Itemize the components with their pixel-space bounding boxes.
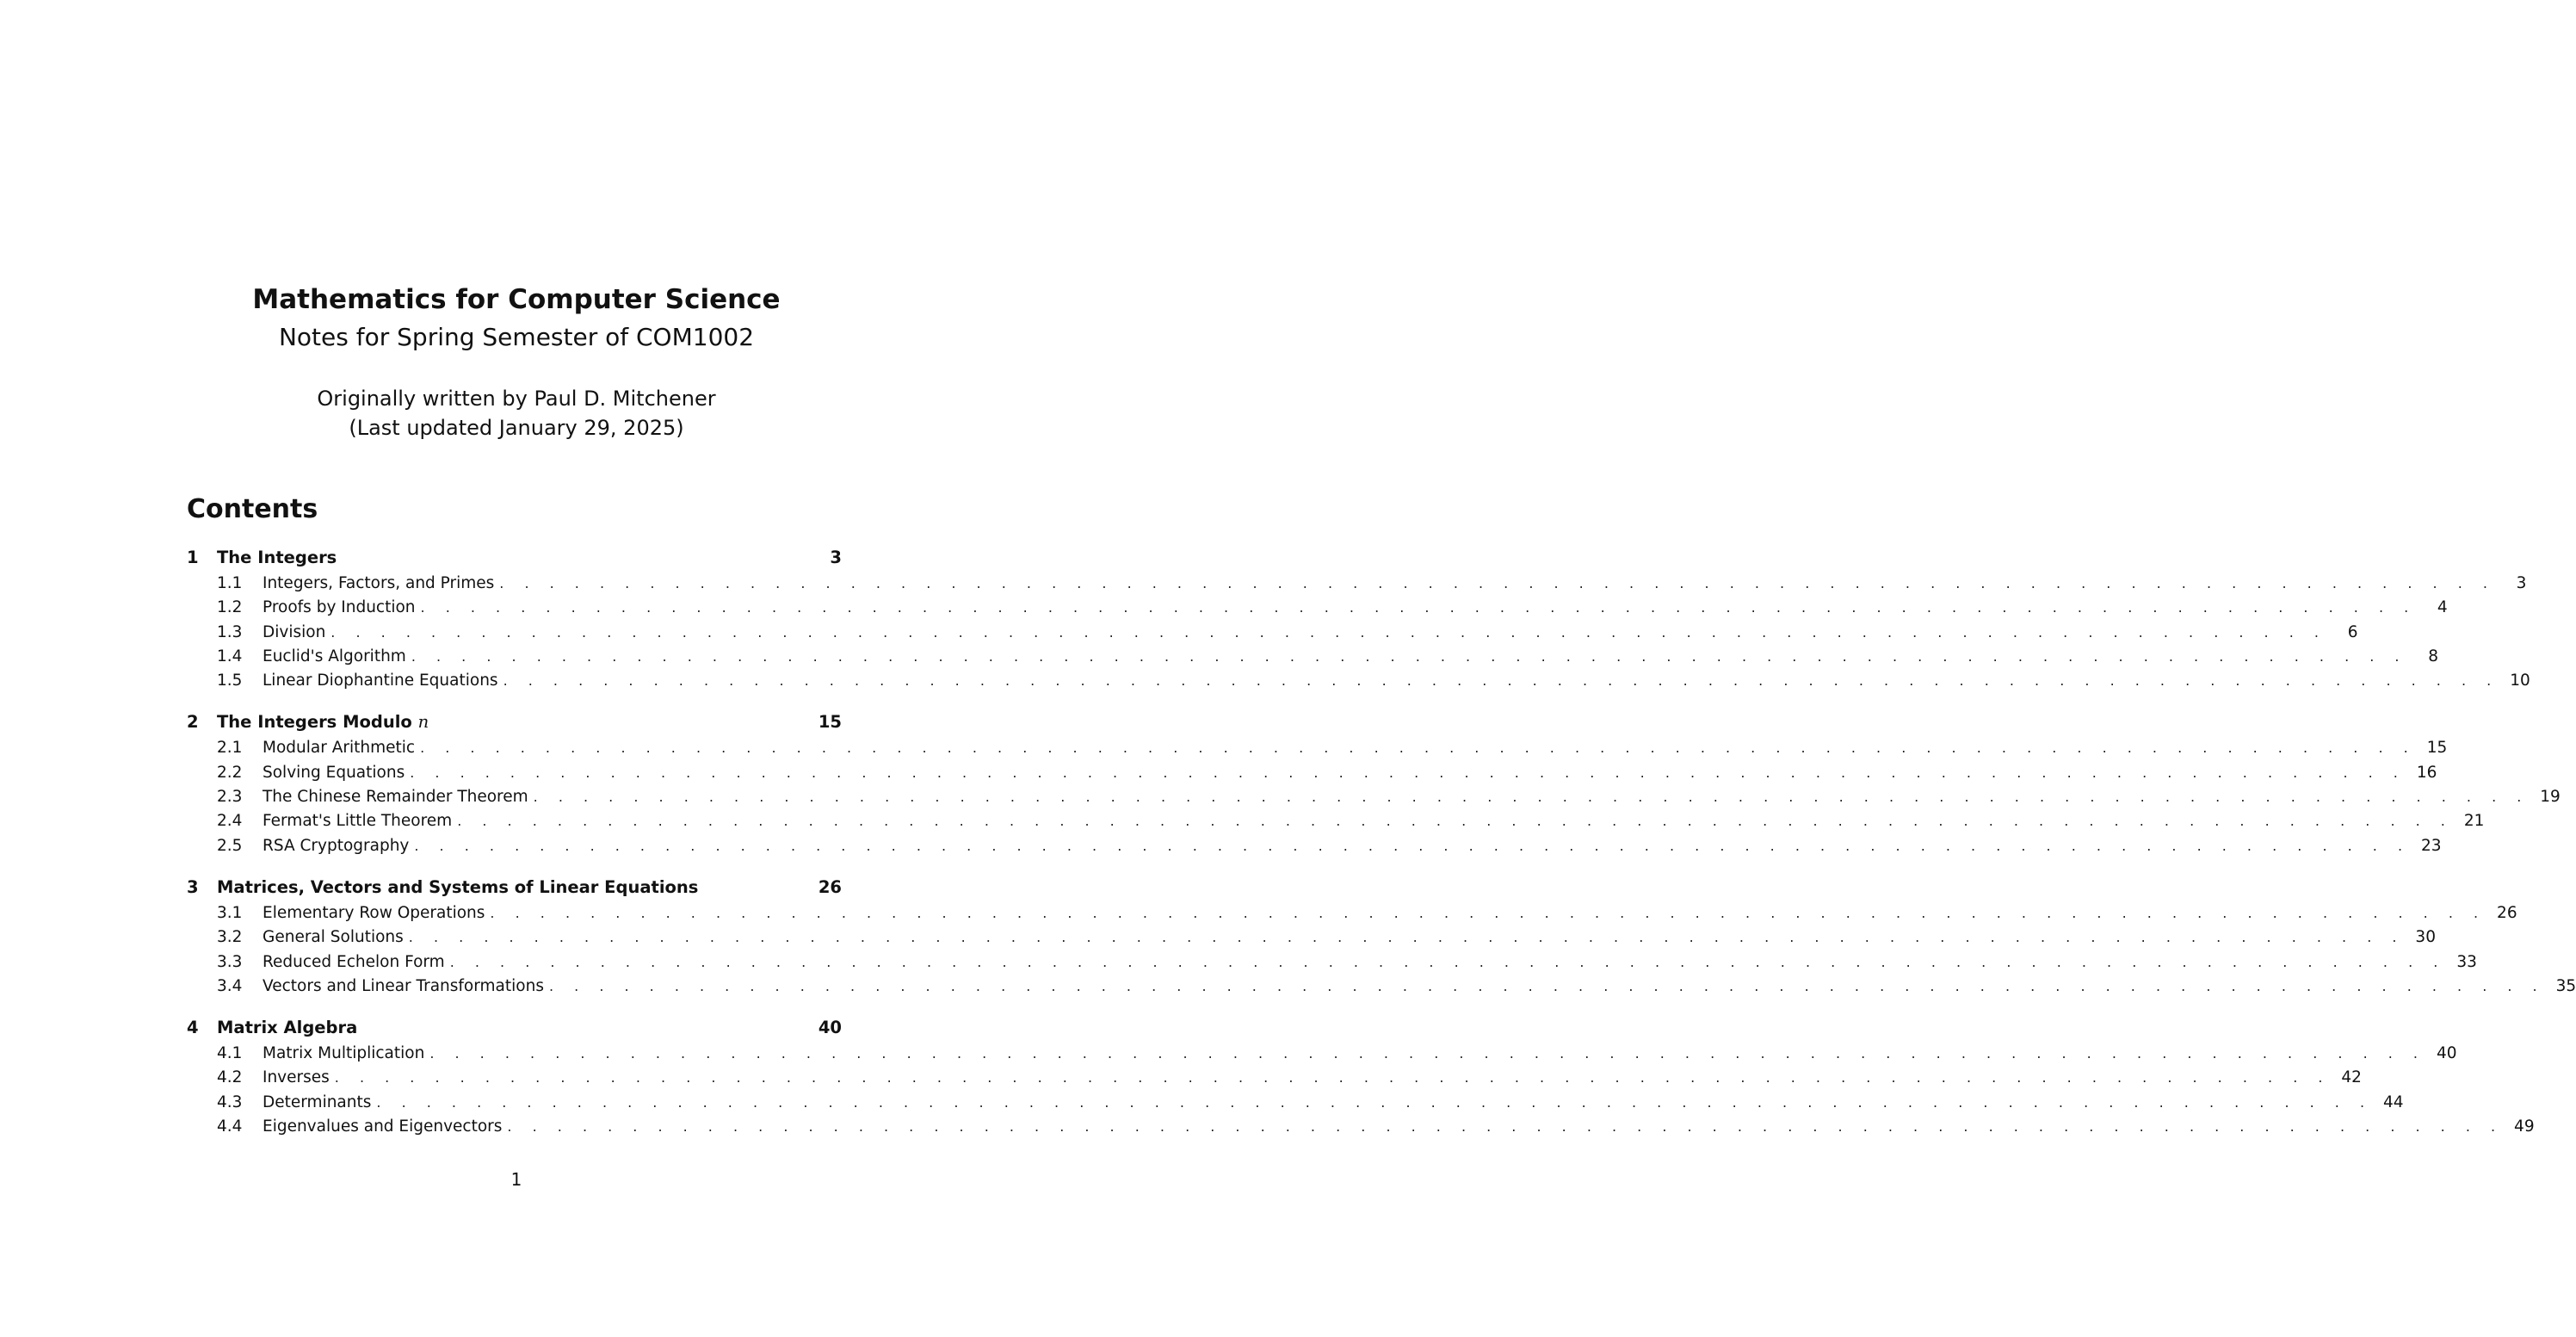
section-number: 4.2	[217, 1068, 243, 1087]
section-title: Modular Arithmetic	[263, 739, 416, 758]
dot-leader: . . . . . . . . . . . . . . . . . . . . . . . . . . . . . . . . . . . . . . . . . . . . . . . . . . . . . . . . . . . . . . . . . . . . . . . . . . . . . . . .	[334, 1069, 2331, 1086]
chapter-page-number: 26	[818, 876, 842, 897]
section-title: Determinants	[263, 1093, 372, 1111]
section-title: General Solutions	[263, 928, 404, 947]
dot-leader: . . . . . . . . . . . . . . . . . . . . . . . . . . . . . . . . . . . . . . . . . . . . . . . . . . . . . . . . . . . . . . . . . . . . . . . . . . . . . . . .	[429, 1045, 2426, 1062]
section-title: Reduced Echelon Form	[263, 952, 445, 971]
section-page-number: 40	[2436, 1044, 2457, 1063]
toc-section-entry[interactable]	[187, 621, 2358, 645]
chapter-number: 2	[187, 712, 199, 733]
section-number: 4.1	[217, 1044, 243, 1063]
section-title: Fermat's Little Theorem	[263, 812, 453, 831]
section-number: 4.3	[217, 1093, 243, 1111]
section-page-number: 42	[2341, 1068, 2362, 1087]
section-number: 1.5	[217, 672, 243, 690]
section-number: 3.4	[217, 976, 243, 995]
chapter-title: The Integers	[217, 548, 337, 567]
toc-section-entry[interactable]	[187, 669, 2530, 693]
dot-leader: . . . . . . . . . . . . . . . . . . . . . . . . . . . . . . . . . . . . . . . . . . . . . . . . . . . . . . . . . . . . . . . . . . . . . . . . . . . . . . . .	[420, 740, 2417, 757]
dot-leader: . . . . . . . . . . . . . . . . . . . . . . . . . . . . . . . . . . . . . . . . . . . . . . . . . . . . . . . . . . . . . . . . . . . . . . . . . . . . . . . .	[449, 953, 2446, 970]
chapter-number: 1	[187, 548, 199, 567]
section-page-number: 19	[2540, 788, 2561, 807]
toc-section-entry[interactable]	[187, 596, 2448, 620]
dot-leader: . . . . . . . . . . . . . . . . . . . . . . . . . . . . . . . . . . . . . . . . . . . . . . . . . . . . . . . . . . . . . . . . . . . . . . . . . . . . . . . .	[548, 977, 2546, 994]
section-title: Integers, Factors, and Primes	[263, 574, 495, 592]
section-number: 2.1	[217, 739, 243, 758]
document-subtitle: Notes for Spring Semester of COM1002	[278, 323, 755, 351]
section-page-number: 15	[2426, 739, 2448, 758]
section-title: Elementary Row Operations	[263, 903, 485, 922]
section-number: 2.3	[217, 788, 243, 807]
chapter-title-wrap	[217, 544, 816, 572]
chapter-title-math-variable: n	[417, 712, 429, 733]
section-title: Eigenvalues and Eigenvectors	[263, 1117, 503, 1136]
toc-section-entry[interactable]	[187, 1091, 2404, 1115]
toc-chapter	[187, 874, 2576, 999]
chapter-page-number: 40	[818, 1018, 842, 1038]
section-number: 2.4	[217, 812, 243, 831]
section-title: Solving Equations	[263, 763, 405, 782]
dot-leader: . . . . . . . . . . . . . . . . . . . . . . . . . . . . . . . . . . . . . . . . . . . . . . . . . . . . . . . . . . . . . . . . . . . . . . . . . . . . . . . .	[533, 789, 2530, 806]
toc-section-entry[interactable]	[187, 901, 2517, 925]
toc-chapter	[187, 544, 2530, 693]
toc-section-entry[interactable]	[187, 761, 2437, 785]
dot-leader: . . . . . . . . . . . . . . . . . . . . . . . . . . . . . . . . . . . . . . . . . . . . . . . . . . . . . . . . . . . . . . . . . . . . . . . . . . . . . . . .	[507, 1118, 2504, 1136]
toc-chapter-entry[interactable]	[187, 874, 842, 901]
dot-leader: . . . . . . . . . . . . . . . . . . . . . . . . . . . . . . . . . . . . . . . . . . . . . . . . . . . . . . . . . . . . . . . . . . . . . . . . . . . . . . . .	[414, 837, 2411, 854]
section-title: Matrix Multiplication	[263, 1044, 425, 1063]
chapter-title: Matrix Algebra	[217, 1018, 358, 1038]
chapter-title: The Integers Modulo	[217, 712, 412, 733]
section-title: Proofs by Induction	[263, 598, 416, 617]
contents-heading: Contents	[187, 494, 318, 524]
toc-chapter-entry[interactable]	[187, 544, 842, 572]
section-page-number: 23	[2421, 836, 2442, 855]
section-number: 1.3	[217, 622, 243, 641]
chapter-page-number: 15	[818, 712, 842, 733]
section-page-number: 16	[2416, 763, 2437, 782]
section-page-number: 6	[2347, 622, 2358, 641]
toc-section-entry[interactable]	[187, 809, 2485, 833]
table-of-contents	[187, 544, 2576, 1154]
section-number: 1.1	[217, 574, 243, 592]
section-title: Division	[263, 622, 326, 641]
section-number: 1.2	[217, 598, 243, 617]
chapter-page-number: 3	[830, 548, 842, 567]
chapter-title: Matrices, Vectors and Systems of Linear Equations	[217, 876, 699, 897]
section-page-number: 30	[2415, 928, 2436, 947]
chapter-number: 4	[187, 1018, 199, 1038]
dot-leader: . . . . . . . . . . . . . . . . . . . . . . . . . . . . . . . . . . . . . . . . . . . . . . . . . . . . . . . . . . . . . . . . . . . . . . . . . . . . . . . .	[330, 623, 2327, 641]
dot-leader: . . . . . . . . . . . . . . . . . . . . . . . . . . . . . . . . . . . . . . . . . . . . . . . . . . . . . . . . . . . . . . . . . . . . . . . . . . . . . . . .	[420, 599, 2417, 616]
toc-section-entry[interactable]	[187, 975, 2576, 999]
section-title: RSA Cryptography	[263, 836, 410, 855]
toc-section-entry[interactable]	[187, 925, 2436, 950]
section-number: 3.2	[217, 928, 243, 947]
toc-section-entry[interactable]	[187, 1115, 2535, 1139]
section-number: 1.4	[217, 647, 243, 665]
chapter-title-wrap	[217, 874, 816, 901]
section-number: 2.5	[217, 836, 243, 855]
section-page-number: 3	[2516, 574, 2527, 592]
dot-leader: . . . . . . . . . . . . . . . . . . . . . . . . . . . . . . . . . . . . . . . . . . . . . . . . . . . . . . . . . . . . . . . . . . . . . . . . . . . . . . . .	[411, 647, 2407, 665]
document-title: Mathematics for Computer Science	[252, 284, 781, 315]
author-line: Originally written by Paul D. Mitchener	[317, 387, 716, 411]
section-page-number: 8	[2428, 647, 2438, 665]
toc-chapter-entry[interactable]	[187, 1014, 842, 1042]
toc-chapter	[187, 1014, 2535, 1139]
toc-section-entry[interactable]	[187, 785, 2561, 809]
dot-leader: . . . . . . . . . . . . . . . . . . . . . . . . . . . . . . . . . . . . . . . . . . . . . . . . . . . . . . . . . . . . . . . . . . . . . . . . . . . . . . . .	[410, 764, 2406, 781]
section-number: 2.2	[217, 763, 243, 782]
dot-leader: . . . . . . . . . . . . . . . . . . . . . . . . . . . . . . . . . . . . . . . . . . . . . . . . . . . . . . . . . . . . . . . . . . . . . . . . . . . . . . . .	[408, 929, 2405, 946]
section-title: Vectors and Linear Transformations	[263, 976, 544, 995]
section-title: The Chinese Remainder Theorem	[263, 788, 528, 807]
section-page-number: 21	[2463, 812, 2485, 831]
toc-section-entry[interactable]	[187, 645, 2438, 669]
section-page-number: 26	[2497, 903, 2517, 922]
section-number: 3.3	[217, 952, 243, 971]
section-page-number: 33	[2456, 952, 2477, 971]
toc-chapter-entry[interactable]	[187, 709, 842, 736]
section-title: Linear Diophantine Equations	[263, 672, 498, 690]
toc-section-entry[interactable]	[187, 834, 2442, 858]
dot-leader: . . . . . . . . . . . . . . . . . . . . . . . . . . . . . . . . . . . . . . . . . . . . . . . . . . . . . . . . . . . . . . . . . . . . . . . . . . . . . . . .	[499, 575, 2496, 591]
toc-section-entry[interactable]	[187, 950, 2477, 975]
section-number: 4.4	[217, 1117, 243, 1136]
chapter-title-wrap	[217, 1014, 816, 1042]
toc-chapter	[187, 709, 2561, 857]
section-page-number: 44	[2383, 1093, 2404, 1111]
dot-leader: . . . . . . . . . . . . . . . . . . . . . . . . . . . . . . . . . . . . . . . . . . . . . . . . . . . . . . . . . . . . . . . . . . . . . . . . . . . . . . . .	[503, 672, 2499, 690]
section-page-number: 49	[2514, 1117, 2535, 1136]
section-title: Inverses	[263, 1068, 330, 1087]
dot-leader: . . . . . . . . . . . . . . . . . . . . . . . . . . . . . . . . . . . . . . . . . . . . . . . . . . . . . . . . . . . . . . . . . . . . . . . . . . . . . . . .	[457, 813, 2454, 830]
page-number: 1	[510, 1169, 522, 1190]
chapter-title-wrap	[217, 709, 816, 736]
section-title: Euclid's Algorithm	[263, 647, 406, 665]
toc-section-entry[interactable]	[187, 1066, 2362, 1090]
toc-section-entry[interactable]	[187, 736, 2448, 760]
dot-leader: . . . . . . . . . . . . . . . . . . . . . . . . . . . . . . . . . . . . . . . . . . . . . . . . . . . . . . . . . . . . . . . . . . . . . . . . . . . . . . . .	[376, 1093, 2373, 1111]
section-page-number: 10	[2510, 672, 2530, 690]
chapter-number: 3	[187, 876, 199, 897]
dot-leader: . . . . . . . . . . . . . . . . . . . . . . . . . . . . . . . . . . . . . . . . . . . . . . . . . . . . . . . . . . . . . . . . . . . . . . . . . . . . . . . .	[490, 904, 2486, 921]
section-page-number: 4	[2437, 598, 2448, 617]
section-page-number: 35	[2555, 976, 2576, 995]
date-line: (Last updated January 29, 2025)	[349, 416, 684, 440]
toc-section-entry[interactable]	[187, 1042, 2457, 1066]
toc-section-entry[interactable]	[187, 572, 2527, 596]
section-number: 3.1	[217, 903, 243, 922]
